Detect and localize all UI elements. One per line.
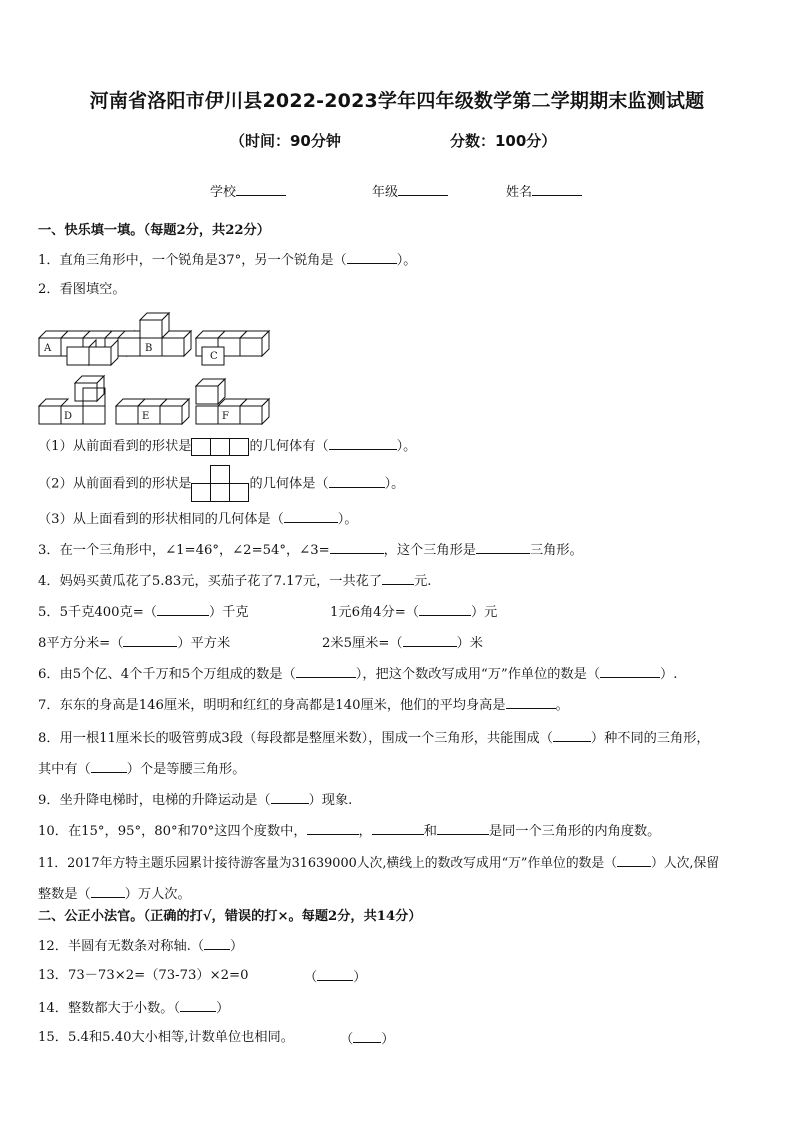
answer-blank[interactable] [91,884,125,898]
question-5-row-2: 8平方分米=（ ）平方米 [38,633,230,653]
figure-label-e: E [142,411,150,422]
question-3: 3．在一个三角形中，∠1=46°，∠2=54°，∠3= ，这个三角形是 三角形。 [38,540,583,560]
answer-blank[interactable] [553,728,591,742]
section1-heading: 一、快乐填一填。（每题2分，共22分） [38,223,270,238]
answer-blank[interactable] [329,436,397,450]
answer-blank[interactable] [317,967,353,981]
answer-blank[interactable] [600,664,660,678]
answer-blank[interactable] [123,633,177,647]
cube-figures [36,304,276,428]
question-2-part-3: （3）从上面看到的形状相同的几何体是（ ）。 [38,509,358,529]
answer-blank[interactable] [296,664,356,678]
page-title: 河南省洛阳市伊川县2022-2023学年四年级数学第二学期期末监测试题 [89,90,705,112]
answer-blank[interactable] [329,474,385,488]
answer-blank[interactable] [403,633,457,647]
figure-label-f: F [222,411,229,422]
score-label: 分数：100分） [450,132,557,150]
question-14: 14．整数都大于小数。（ ） [38,998,229,1018]
answer-blank[interactable] [307,821,359,835]
figure-label-b: B [145,343,153,354]
figure-c [196,331,269,365]
answer-blank[interactable] [180,998,216,1012]
name-field[interactable] [506,181,582,200]
figure-label-d: D [64,411,73,422]
school-blank[interactable] [236,182,286,196]
section2-heading: 二、公正小法官。（正确的打√，错误的打×。每题2分，共14分） [38,909,422,924]
figure-b [118,313,191,356]
question-10: 10．在15°，95°，80°和70°这四个度数中， ， 和 是同一个三角形的内角度数。 [38,821,660,841]
question-13: 13．73－73×2=（73-73）×2=0 [38,968,249,983]
school-field[interactable] [210,181,286,200]
answer-blank[interactable] [284,509,338,523]
question-15: 15．5.4和5.40大小相等,计数单位也相同。 [38,1030,294,1045]
question-8: 8．用一根11厘米长的吸管剪成3段（每段都是整厘米数），围成一个三角形，共能围成（ ）种不同的三角形， [38,728,710,748]
grade-label: 年级 [372,185,399,200]
school-label: 学校 [210,185,237,200]
question-13-answer: （ ） [304,967,366,987]
question-4: 4．妈妈买黄瓜花了5.83元，买茄子花了7.17元，一共花了 元. [38,571,431,591]
answer-blank[interactable] [353,1029,381,1043]
question-9: 9．坐升降电梯时，电梯的升降运动是（ ）现象. [38,790,352,810]
answer-blank[interactable] [382,571,414,585]
answer-blank[interactable] [330,540,384,554]
answer-blank[interactable] [204,936,230,950]
answer-blank[interactable] [617,853,651,867]
answer-blank[interactable] [91,759,127,773]
answer-blank[interactable] [347,250,397,264]
answer-blank[interactable] [372,821,424,835]
name-blank[interactable] [532,182,582,196]
question-11-cont: 整数是（ ）万人次。 [38,884,191,904]
question-5-row-1: 5．5千克400克=（ ）千克 [38,602,249,622]
question-5-row-1b: 1元6角4分=（ ）元 [330,602,497,622]
front-view-shape-2 [191,465,249,503]
answer-blank[interactable] [437,821,489,835]
grade-field[interactable] [372,181,448,200]
name-label: 姓名 [506,185,533,200]
question-7: 7．东东的身高是146厘米，明明和红红的身高都是140厘米，他们的平均身高是 。 [38,695,569,715]
figure-label-a: A [44,343,52,354]
question-2-part-2: （2）从前面看到的形状是 的几何体是（ ）。 [38,465,404,503]
question-15-answer: （ ） [340,1029,394,1049]
answer-blank[interactable] [506,695,556,709]
grade-blank[interactable] [398,182,448,196]
answer-blank[interactable] [271,790,309,804]
question-12: 12．半圆有无数条对称轴.（ ） [38,936,243,956]
figure-label-c: C [210,351,218,362]
figure-e [116,399,189,424]
answer-blank[interactable] [476,540,530,554]
time-label: （时间：90分钟 [230,132,341,150]
question-8-cont: 其中有（ ）个是等腰三角形。 [38,759,245,779]
question-5-row-2b: 2米5厘米=（ ）米 [322,633,483,653]
question-2-part-1: （1）从前面看到的形状是 的几何体有（ ）。 [38,436,416,456]
question-11: 11．2017年方特主题乐园累计接待游客量为31639000人次,横线上的数改写成用“万”作单位的数是（ ）人次,保留 [38,853,719,873]
question-6: 6．由5个亿、4个千万和5个万组成的数是（ ），把这个数改写成用“万”作单位的数是（ ）. [38,664,677,684]
question-1: 1．直角三角形中，一个锐角是37°，另一个锐角是（ ）。 [38,250,416,270]
answer-blank[interactable] [419,602,471,616]
answer-blank[interactable] [157,602,209,616]
figure-f [196,379,269,424]
front-view-shape-1 [191,438,249,456]
question-2: 2．看图填空。 [38,282,126,297]
